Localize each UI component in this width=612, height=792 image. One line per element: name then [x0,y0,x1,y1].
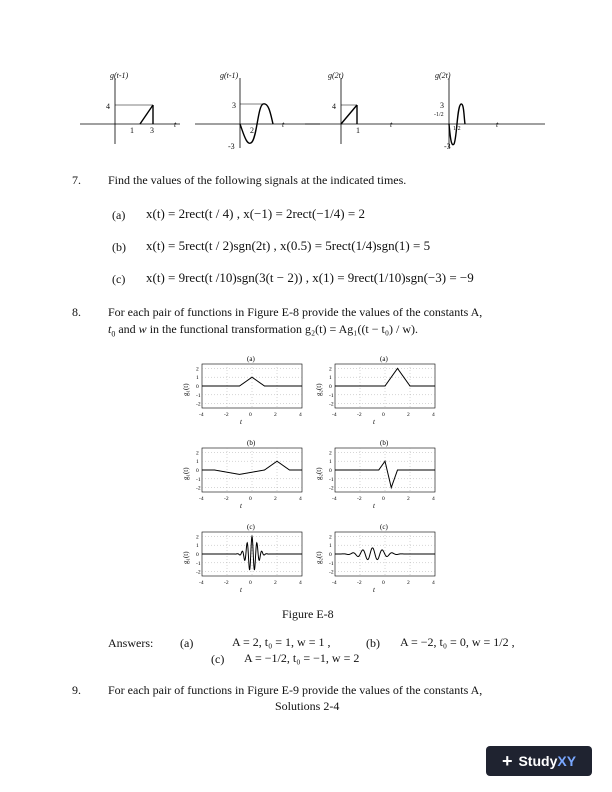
problem-7c-expr: x(t) = 9rect(t /10)sgn(3(t − 2)) , x(1) = 9rect(1/10)sgn(−3) = −9 [146,270,474,285]
xlabel: t [373,418,375,426]
xlabel: t [240,586,242,594]
answer-a-label: (a) [180,636,194,650]
top-plot-1-xlabel: t [174,120,177,129]
top-plot-2-ytick-top: 3 [232,101,236,110]
answer-c-label: (c) [211,652,225,666]
xtick-label: 2 [407,412,410,418]
top-plot-1-xtick-1: 1 [130,126,134,135]
ytick-label: -1 [196,392,201,399]
problem-8-number: 8. [72,305,81,319]
ylabel-g2: g₂(t) [315,467,323,480]
top-plot-2-xlabel: t [282,120,285,129]
ylabel-g1: g₁(t) [182,551,190,564]
top-plot-2-title: g(t-1) [220,71,239,80]
top-plot-3 [305,78,415,144]
ytick-label: -2 [329,485,334,492]
ytick-label: -1 [329,476,334,483]
ytick-label: -2 [196,485,201,492]
xtick-label: 2 [407,496,410,502]
ytick-label: -1 [329,560,334,567]
problem-8-t0: t [108,322,112,336]
page-footer: Solutions 2-4 [275,699,340,713]
problem-7c-label: (c) [112,272,126,286]
studyxy-badge[interactable] [486,746,592,776]
xtick-label: -2 [224,496,229,502]
ytick-label: 0 [196,552,199,558]
problem-7-prompt: Find the values of the following signals at the indicated times. [108,173,407,187]
xtick-label: 0 [249,412,252,418]
top-plot-2-ytick-bottom: -3 [228,142,235,151]
figure-e8 [180,350,450,605]
xtick-label: -2 [357,496,362,502]
xtick-label: -4 [199,496,204,502]
panel-title: (b) [380,439,389,447]
xtick-label: 0 [249,580,252,586]
xlabel: t [373,502,375,510]
ylabel-g1: g₁(t) [182,383,190,396]
xlabel: t [373,586,375,594]
top-plot-4-title: g(2t) [435,71,451,80]
xtick-label: -4 [199,412,204,418]
problem-9-number: 9. [72,683,81,697]
xtick-label: 0 [382,496,385,502]
xtick-label: -2 [224,412,229,418]
ytick-label: 0 [329,384,332,390]
ylabel-g2: g₂(t) [315,383,323,396]
ylabel-g2: g₂(t) [315,551,323,564]
ytick-label: -1 [196,476,201,483]
ytick-label: -1 [196,560,201,567]
problem-8-transform: in the functional transformation g₂(t) = Ag₁((t − t₀) / w). [146,322,419,336]
signal-curve [335,548,435,560]
top-plot-1-title: g(t-1) [110,71,129,80]
ytick-label: -2 [329,569,334,576]
ytick-label: 2 [196,450,199,457]
top-plot-2 [195,78,320,148]
ytick-label: 1 [196,459,199,466]
xtick-label: -2 [357,412,362,418]
badge-brand-a: Study [518,753,558,769]
top-plot-4-xtick: 1/2 [453,126,461,132]
answer-a: A = 2, t₀ = 1, w = 1 , [232,635,331,649]
problem-8-and: and [115,322,139,336]
signal-curve [202,377,302,386]
top-plot-4-ytick-top: 3 [440,101,444,110]
top-plot-3-ytick: 4 [332,102,336,111]
xtick-label: 4 [299,580,302,586]
xtick-label: 2 [274,412,277,418]
xtick-label: -4 [199,580,204,586]
ytick-label: 0 [329,468,332,474]
xtick-label: 4 [299,496,302,502]
xtick-label: -4 [332,496,337,502]
ytick-label: 1 [329,375,332,382]
answer-b-label: (b) [366,636,380,650]
ytick-label: -1 [329,392,334,399]
figure-e8-svg [180,350,450,605]
panel-title: (a) [380,355,388,363]
xtick-label: 4 [432,412,435,418]
top-plot-4-xlabel: t [496,120,499,129]
signal-curve [335,461,435,487]
problem-8-line-1: For each pair of functions in Figure E-8 provide the values of the constants A, [108,305,483,319]
top-plot-3-xlabel: t [390,120,393,129]
problem-7-number: 7. [72,173,81,187]
xtick-label: 0 [249,496,252,502]
xtick-label: 2 [274,496,277,502]
problem-9-line-1: For each pair of functions in Figure E-9 provide the values of the constants A, [108,683,483,697]
top-plot-4-ytick-bottom: -3 [444,142,451,151]
ytick-label: 1 [196,543,199,550]
top-plot-3-title: g(2t) [328,71,344,80]
ytick-label: 1 [196,375,199,382]
xtick-label: 0 [382,580,385,586]
top-plot-1-xtick-2: 3 [150,126,154,135]
figure-e8-caption: Figure E-8 [282,607,334,621]
top-plot-4-extra-tick: -1/2 [434,112,444,118]
ytick-label: 0 [196,468,199,474]
problem-7a-label: (a) [112,208,126,222]
ytick-label: 1 [329,543,332,550]
problem-8-line-2: $t_0$ and w in the functional transformation g₂(t) = Ag₁((t − t₀) / w). [108,322,419,339]
top-plots-svg [60,66,580,156]
xlabel: t [240,418,242,426]
problem-8-w: w [138,322,147,336]
xtick-label: 2 [407,580,410,586]
xtick-label: 4 [299,412,302,418]
ytick-label: 0 [329,552,332,558]
ytick-label: -2 [196,569,201,576]
xtick-label: 2 [274,580,277,586]
xtick-label: 0 [382,412,385,418]
top-plot-row [60,66,580,156]
top-plot-2-xtick: 2 [250,126,254,135]
ytick-label: 2 [329,534,332,541]
panel-title: (c) [247,523,255,531]
ytick-label: 2 [196,366,199,373]
answer-c: A = −1/2, t₀ = −1, w = 2 [244,651,360,665]
plus-icon: + [501,750,513,771]
ytick-label: 0 [196,384,199,390]
xtick-label: 4 [432,496,435,502]
xlabel: t [240,502,242,510]
top-plot-3-xtick: 1 [356,126,360,135]
xtick-label: -4 [332,580,337,586]
badge-brand-b: XY [557,753,577,769]
panel-title: (b) [247,439,256,447]
problem-7b-expr: x(t) = 5rect(t / 2)sgn(2t) , x(0.5) = 5rect(1/4)sgn(1) = 5 [146,238,431,253]
ylabel-g1: g₁(t) [182,467,190,480]
problem-7b-label: (b) [112,240,126,254]
answers-label: Answers: [108,636,154,650]
ytick-label: -2 [329,401,334,408]
ytick-label: -2 [196,401,201,408]
ytick-label: 2 [329,366,332,373]
xtick-label: -2 [357,580,362,586]
xtick-label: -2 [224,580,229,586]
panel-title: (a) [247,355,255,363]
xtick-label: -4 [332,412,337,418]
answer-b: A = −2, t₀ = 0, w = 1/2 , [400,635,515,649]
ytick-label: 2 [329,450,332,457]
ytick-label: 2 [196,534,199,541]
problem-7a-expr: x(t) = 2rect(t / 4) , x(−1) = 2rect(−1/4) = 2 [146,206,365,221]
ytick-label: 1 [329,459,332,466]
xtick-label: 4 [432,580,435,586]
top-plot-1-ytick: 4 [106,102,110,111]
panel-title: (c) [380,523,388,531]
